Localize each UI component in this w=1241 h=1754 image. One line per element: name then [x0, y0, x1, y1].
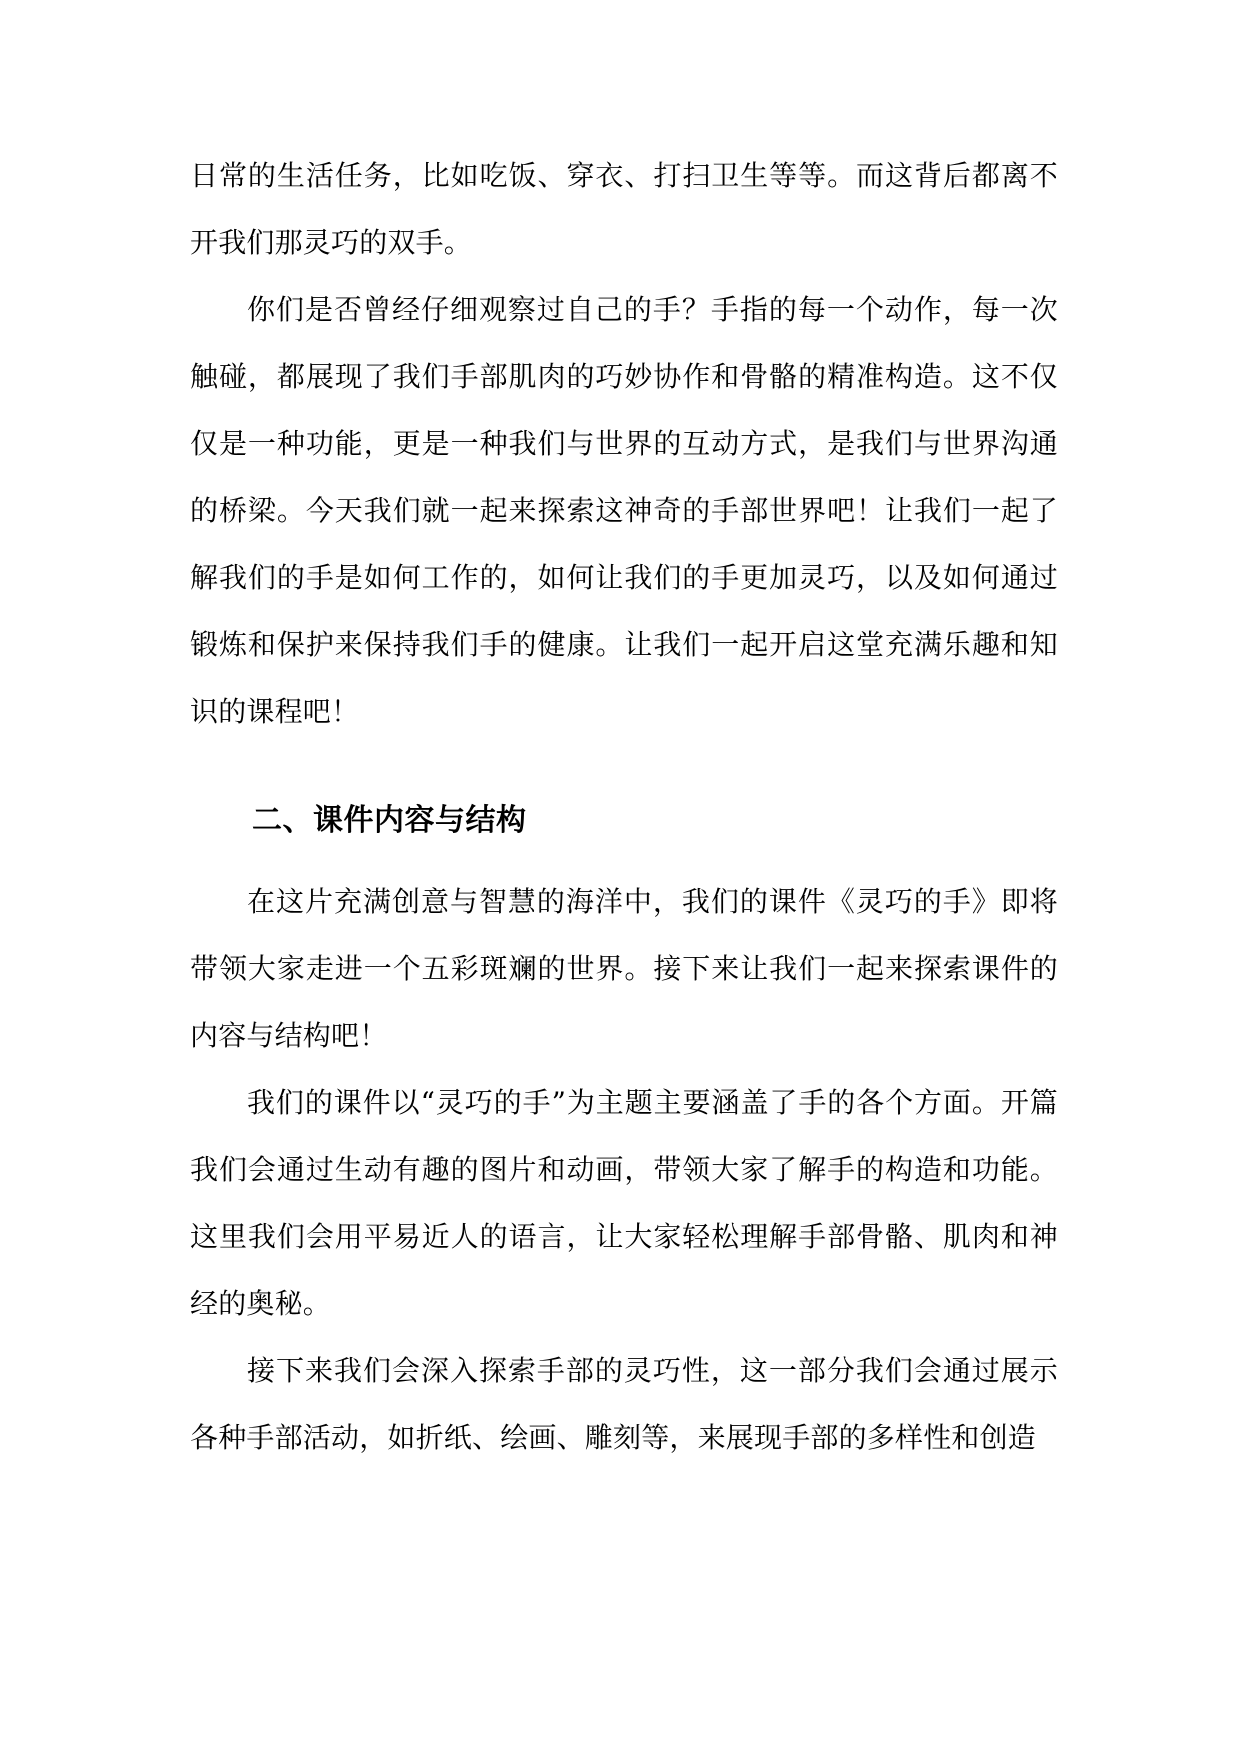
paragraph-hand-dexterity: 接下来我们会深入探索手部的灵巧性，这一部分我们会通过展示各种手部活动，如折纸、绘画、雕刻等，来展现手部的多样性和创造	[190, 1354, 1058, 1454]
paragraph-courseware-theme: 我们的课件以“灵巧的手”为主题主要涵盖了手的各个方面。开篇我们会通过生动有趣的图片和动画，带领大家了解手的构造和功能。这里我们会用平易近人的语言，让大家轻松理解手部骨骼、肌肉和神经的奥秘。	[190, 1086, 1058, 1320]
paragraph-continued: 日常的生活任务，比如吃饭、穿衣、打扫卫生等等。而这背后都离不开我们那灵巧的双手。	[190, 159, 1058, 259]
document-body	[190, 142, 1058, 1471]
paragraph-courseware-intro: 在这片充满创意与智慧的海洋中，我们的课件《灵巧的手》即将带领大家走进一个五彩斑斓的世界。接下来让我们一起来探索课件的内容与结构吧！	[190, 885, 1058, 1052]
paragraph-hand-observation: 你们是否曾经仔细观察过自己的手？手指的每一个动作，每一次触碰，都展现了我们手部肌肉的巧妙协作和骨骼的精准构造。这不仅仅是一种功能，更是一种我们与世界的互动方式，是我们与世界沟通的桥梁。今天我们就一起来探索这神奇的手部世界吧！让我们一起了解我们的手是如何工作的，如何让我们的手更加灵巧，以及如何通过锻炼和保护来保持我们手的健康。让我们一起开启这堂充满乐趣和知识的课程吧！	[190, 293, 1058, 728]
section-heading: 二、课件内容与结构	[252, 803, 527, 838]
